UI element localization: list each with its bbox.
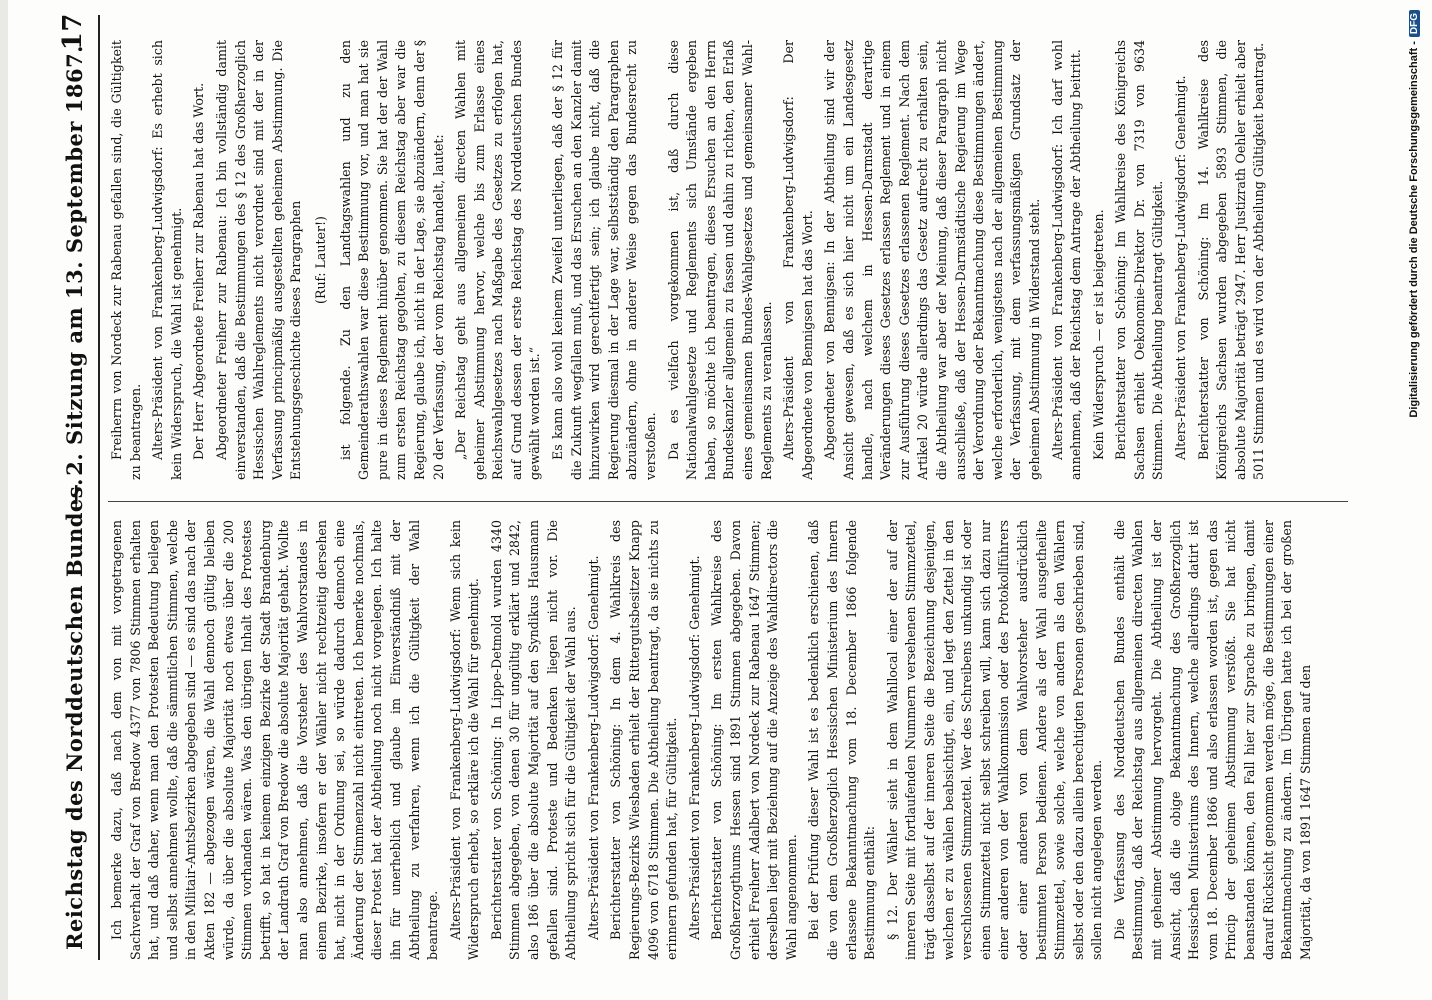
right-column [108,40,1348,480]
dfg-logo: DFG [1409,10,1420,37]
paragraph: Abgeordneter Freiherr zur Rabenau: Ich bin vollständig damit einverstanden, daß die Bestimmungen des § 12 des Großherzoglich Hessischen Wahlreglements nicht verordnet sind mit der in der Verfassung principmäßig ausgestellten geheimen Abstimmung. Die Entstehungsgeschichte dieses Paragraphen [213,40,304,480]
header-rule [98,15,100,960]
left-column [108,520,1348,960]
column-divider [108,501,1348,502]
paragraph: Berichterstatter von Schöning: Im 14. Wahlkreise des Königreichs Sachsen wurden abgegeben 5893 Stimmen, die absolute Majorität beträgt 2947. Herr Justizrath Oehler erhielt aber 5011 Stimmen und es wird von der Abtheilung Gültigkeit beantragt. [1195,40,1267,480]
paragraph: Bei der Prüfung dieser Wahl ist es bedenklich erschienen, daß die von dem Großherzoglich Hessischen Ministerium des Innern erlassene Bekanntmachung vom 18. December 1866 folgende Bestimmung enthält: [806,520,878,960]
paragraph: Der Herr Abgeordnete Freiherr zur Rabenau hat das Wort. [191,82,207,460]
paragraph: Es kann also wohl keinem Zweifel unterliegen, daß der § 12 für die Zukunft wegfallen muß, und das Ersuchen an den Kanzler damit hinzuwirken wird gerechtfertigt sein; ich glaube nicht, daß die Regierung diesmal in der Lage war, selbstständig den Paragraphen abzuändern, ohne in anderer Weise gegen das Bundesrecht zu verstoßen. [550,40,659,480]
paragraph: Berichterstatter von Schöning: Im ersten Wahlkreise des Großherzogthums Hessen sind 1891 Stimmen abgegeben. Davon erhielt Freiherr Adalbert von Nordeck zur Rabenau 1647 Stimmen; derselben liegt mit Beziehung auf die Anzeige des Wahldirectors die Wahl angenommen. [709,520,799,960]
notice-text: Digitalisierung gefördert durch die Deutsche Forschungsgemeinschaft - [1408,41,1420,418]
paragraph: Alters-Präsident von Frankenberg-Ludwigsdorf: Der Abgeordnete von Bennigsen hat das Wort. [781,40,815,480]
paragraph: Berichterstatter von Schöning: In dem 4. Wahlkreis des Regierungs-Bezirks Wiesbaden erhielt der Rittergutsbesitzer Knapp 4096 von 6718 Stimmen. Die Abtheilung beantragt, da sie nichts zu erinnern gefunden hat, für Gültigkeit. [608,520,680,960]
header-right-title: — 2. Sitzung am 13. September 1867. [62,45,87,505]
paragraph: Alters-Präsident von Frankenberg-Ludwigsdorf: Wenn sich kein Widerspruch erhebt, so erkläre ich die Wahl für genehmigt. [447,520,482,960]
paragraph: Alters-Präsident von Frankenberg-Ludwigsdorf: Genehmigt. [686,555,702,940]
paragraph: Die Verfassung des Norddeutschen Bundes enthält die Bestimmung, daß der Reichstag aus allgemeinen directen Wahlen mit geheimer Abstimmung hervorgeht. Die Abtheilung ist der Ansicht, daß die obige Bekanntmachung des Großherzoglich Hessischen Ministeriums des Innern, welche allerdings datirt ist vom 18. December 1866 und also erlassen worden ist, gegen das Princip der geheimen Abstimmung verstößt. Sie hat nicht beanstanden können, den Fall hier zur Sprache zu bringen, damit darauf Rücksicht genommen werden möge, die Bestimmungen einer Bekanntmachung zu ändern. Im Übrigen hatte ich bei der großen Majorität, da von 1891 1647 Stimmen auf den [1111,520,1313,960]
header-left-title: Reichstag des Norddeutschen Bundes. [62,478,87,950]
paragraph: Alters-Präsident von Frankenberg-Ludwigsdorf: Genehmigt. [1173,75,1189,460]
paragraph: Freiherrn von Nordeck zur Rabenau gefallen sind, die Gültigkeit zu beantragen. [109,40,143,480]
paragraph: Abgeordneter von Bennigsen: In der Abtheilung sind wir der Ansicht gewesen, daß es sich hier nicht um ein Landesgesetz handle, nach welchem in Hessen-Darmstadt derartige Veränderungen dieses Gesetzes erlassen Reglement und in einem zur Ausführung dieses Gesetzes erlassenen Reglement. Nach dem Artikel 20 würde allerdings das Gesetz aufrecht zu erhalten sein, die Abtheilung war aber der Meinung, daß dieser Paragraph nicht ausschließe, daß der Hessen-Darmstädtische Regierung im Wege der Verordnung oder Bekanntmachung diese Bestimmungen ändert, welche erforderlich, wenigstens nach der allgemeinen Bestimmung der Verfassung, mit dem verfassungsmäßigen Grundsatz der geheimen Abstimmung in Widerstand steht. [822,40,1042,480]
paragraph: Alters-Präsident von Frankenberg-Ludwigsdorf: Ich darf wohl annehmen, daß der Reichstag dem Antrage der Abtheilung beitritt. [1049,40,1084,480]
paragraph: Alters-Präsident von Frankenberg-Ludwigsdorf: Es erhebt sich kein Widerspruch, die Wahl ist genehmigt. [150,40,184,480]
page-number: 17 [58,13,88,51]
paragraph: Berichterstatter von Schöning: Im Wahlkreise des Königreichs Sachsen erhielt Oekonomie-Direktor Dr. von 7319 von 9634 Stimmen. Die Abtheilung beantragt Gültigkeit. [1113,40,1166,480]
paragraph: Ich bemerke dazu, daß nach dem von mit vorgetragenen Sachverhalt der Graf von Bredow 4377 von 7806 Stimmen erhalten hat, und daß daher, wenn man den Protesten Bedeutung beilegen und selbst annehmen wollte, daß die sämmtlichen Stimmen, welche in den Militair-Amtsbezirken abgegeben sind — es sind das nach der Akten 182 — abgezogen wären, die Wahl dennoch gültig bleiben würde, da über die absolute Majorität noch etwas über die 200 Stimmen vorhanden wären. Was den übrigen Inhalt des Protestes betrifft, so hat in keinem einzigen Bezirke der Stadt Brandenburg der Landrath Graf von Bredow die absolute Majorität gehabt. Wollte man also annehmen, daß die Vorsteher des Wahlvorstandes in einem Bezirke, insofern er der Wähler nicht rechtzeitig dersehen hat, nicht in der Ordnung sei, so würde dadurch dennoch eine Änderung der Stimmenzahl nicht eintreten. Ich bemerke nochmals, dieser Protest hat der Abtheilung noch nicht vorgelegen. Ich halte ihn für unerheblich und glaube im Einverständniß mit der Abtheilung zu verfahren, wenn ich die Gültigkeit der Wahl beantrage. [109,520,441,960]
interjection: (Ruf: Lauter!) [312,216,328,304]
paragraph: Da es vielfach vorgekommen ist, daß durch diese Nationalwahlgesetze und Reglements sich Umstände ergeben haben, so möchte ich beantragen, dieses Ersuchen an den Herrn Bundeskanzler allgemein zu fassen und dahin zu richten, den Erlaß eines gemeinsamen Bundes-Wahlgesetzes und gemeinsamer Wahl-Reglements zu veranlassen. [665,40,774,480]
paragraph: Kein Widerspruch — er ist beigetreten. [1090,209,1106,460]
paragraph: ist folgende. Zu den Landtagswahlen und zu den Gemeinderathswahlen war diese Bestimmung vor, und man hat sie pure in dieses Reglement hinüber genommen. Sie hat der der Wahl zum ersten Reichstag gegolten, zu diesem Reichstag aber war die Regierung, glaube ich, nicht in der Lage, sie abzuändern, denn der § 20 der Verfassung, der vom Reichstag handelt, lautet: [337,40,446,480]
digitization-notice [1408,10,1420,880]
quotation: „Der Reichstag geht aus allgemeinen directen Wahlen mit geheimer Abstimmung hervor, welche bis zum Erlasse eines Reichswahlgesetzes nach Maßgabe des Gesetzes zu erfolgen hat, auf Grund dessen der erste Reichstag des Norddeutschen Bundes gewählt worden ist.“ [453,40,543,480]
paragraph: § 12. Der Wähler sieht in dem Wahllocal einer der auf der inneren Seite mit fortlaufenden Nummern versehenen Stimmzettel, trägt dasselbst auf der inneren Seite die Bezeichnung desjenigen, welchen er zu wählen beabsichtigt, ein, und legt den Zettel in den verschlossenen Stimmzettel. Wer des Schreibens unkundig ist oder einen Stimmzettel nicht selbst schreiben will, kann sich dazu nur einer anderen von der Wahlkommission oder des Protokollführers oder einer anderen von dem Wahlvorsteher ausdrücklich bestimmten Person bedienen. Andere als der Wahl ausgetheilte Stimmzettel, sowie solche, welche von andern als den Wählern selbst oder den dazu allein berechtigten Personen geschrieben sind, sollen nicht angelegen werden. [884,520,1105,960]
scan-edge [0,0,8,1000]
paragraph: Alters-Präsident von Frankenberg-Ludwigsdorf: Genehmigt. [585,555,601,940]
paragraph: Berichterstatter von Schöning: In Lippe-Detmold wurden 4340 Stimmen abgegeben, von denen 30 für ungültig erklärt und 2842, also 186 über die absolute Majorität auf den Syndikus Hausmann gefallen sind. Proteste und Bedenken liegen nicht vor. Die Abtheilung spricht sich für die Gültigkeit der Wahl aus. [488,520,579,960]
page-header [58,5,96,970]
